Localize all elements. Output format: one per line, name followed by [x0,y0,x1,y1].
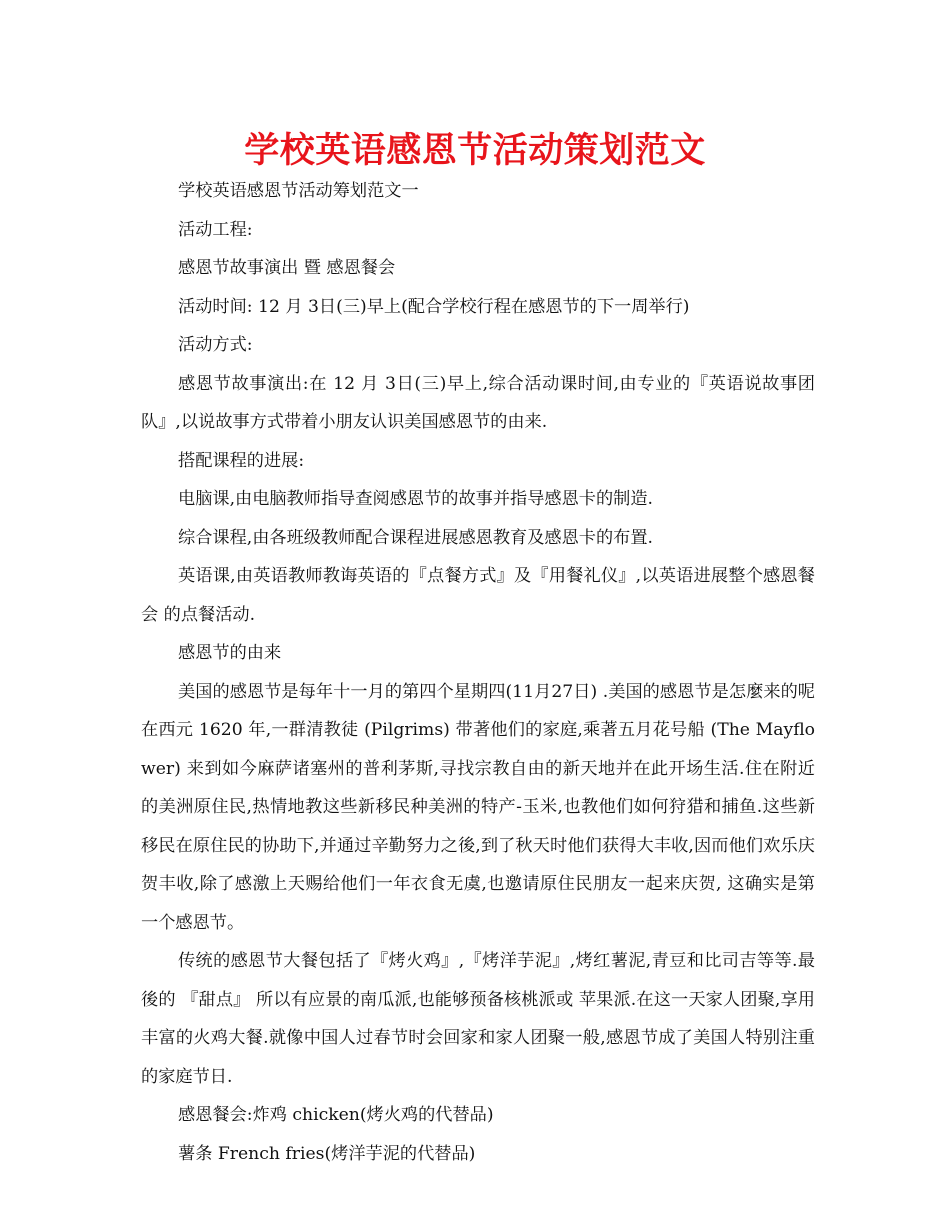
paragraph-computer-class: 电脑课,由电脑教师指导查阅感恩节的故事并指导感恩卡的制造. [178,489,653,509]
paragraph-traditional-dinner: 传统的感恩节大餐包括了『烤火鸡』,『烤洋芋泥』,烤红薯泥,青豆和比司吉等等.最後的 『甜点』 所以有应景的南瓜派,也能够预备核桃派或 苹果派.在这一天家人团聚,享用丰富的火鸡大餐.就像中国人过春节时会回家和家人团聚一般,感恩节成了美国人特别注重的家庭节日. [141,951,815,1087]
paragraph-activity-time: 活动时间: 12 月 3日(三)早上(配合学校行程在感恩节的下一周举行) [178,296,690,317]
paragraph-story-performance: 感恩节故事演出:在 12 月 3日(三)早上,综合活动课时间,由专业的『英语说故事团队』,以说故事方式带着小朋友认识美国感恩节的由来. [141,373,815,432]
paragraph-course-progress-label: 搭配课程的进展: [178,450,305,471]
paragraph-dinner-chicken: 感恩餐会:炸鸡 chicken(烤火鸡的代替品) [178,1105,494,1125]
paragraph-subtitle: 学校英语感恩节活动筹划范文一 [178,181,419,201]
paragraph-origin-story: 美国的感恩节是每年十一月的第四个星期四(11月27日) .美国的感恩节是怎麼来的呢 在西元 1620 年,一群清教徒 (Pilgrims) 带著他们的家庭,乘著五月花号船 (The Mayflower) 来到如今麻萨诸塞州的普利茅斯,寻找宗教自由的新天地并在此开场生活.住在附近的美洲原住民,热情地教这些新移民种美洲的特产-玉米,也教他们如何狩猎和捕鱼.这些新移民在原住民的协助下,并通过辛勤努力之後,到了秋天时他们获得大丰收,因而他们欢乐庆贺丰收,除了感激上天赐给他们一年衣食无虞,也邀请原住民朋友一起来庆贺, 这确实是第一个感恩节。 [141,681,815,933]
paragraph-activity-project: 感恩节故事演出 暨 感恩餐会 [178,258,396,278]
paragraph-integrated-course: 综合课程,由各班级教师配合课程进展感恩教育及感恩卡的布置. [178,527,653,548]
paragraph-activity-method-label: 活动方式: [178,335,253,355]
paragraph-origin-heading: 感恩节的由来 [178,643,282,663]
paragraph-activity-project-label: 活动工程: [178,219,253,240]
document-body [141,172,815,1173]
paragraph-english-class: 英语课,由英语教师教诲英语的『点餐方式』及『用餐礼仪』,以英语进展整个感恩餐会 的点餐活动. [141,566,815,625]
document-title: 学校英语感恩节活动策划范文 [244,131,706,171]
paragraph-dinner-fries: 薯条 French fries(烤洋芋泥的代替品) [178,1143,476,1164]
